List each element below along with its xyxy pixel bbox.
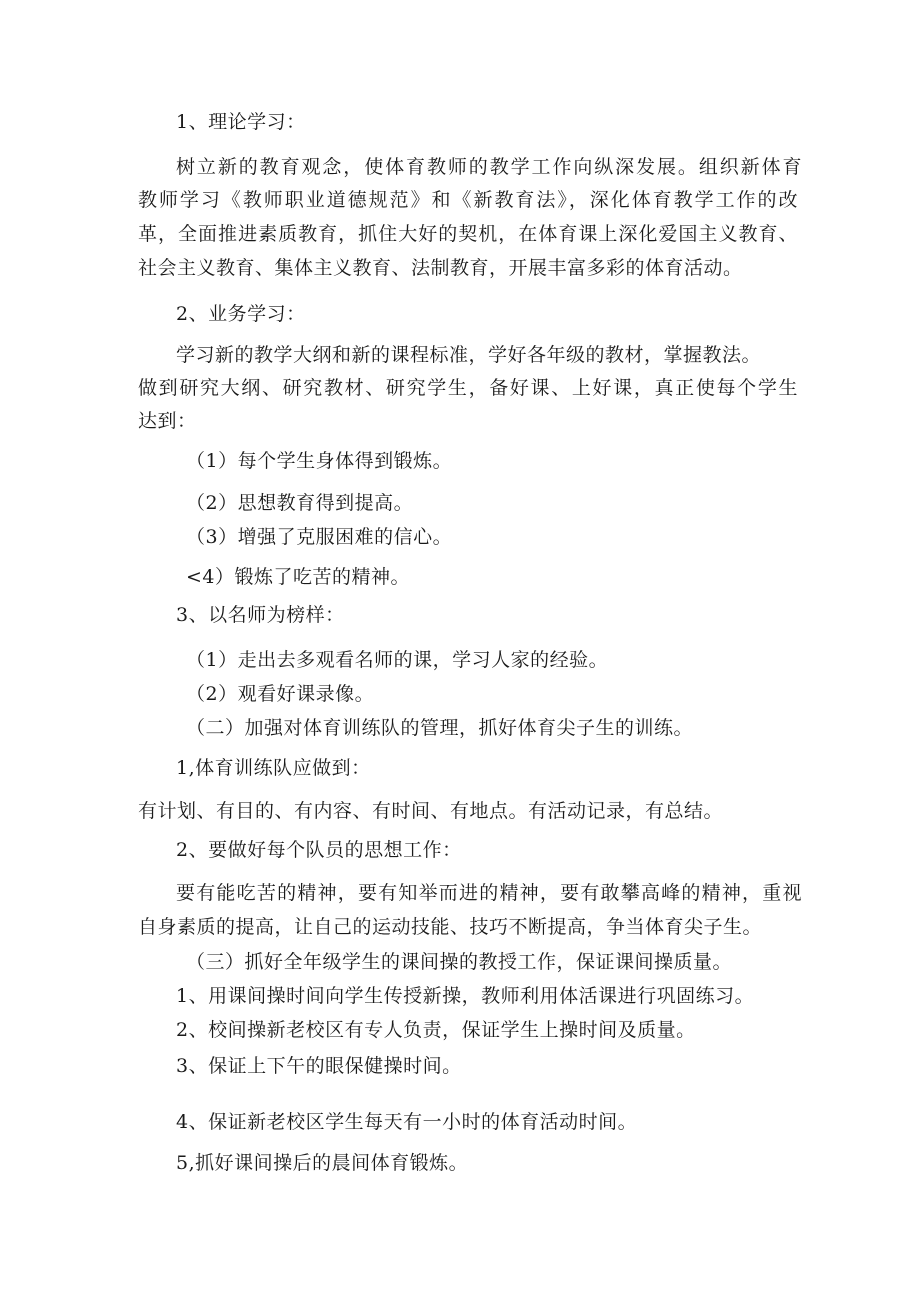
heading-professional-study: 2、业务学习： bbox=[176, 303, 306, 325]
list-item: 5,抓好课间操后的晨间体育锻炼。 bbox=[176, 1152, 469, 1174]
paragraph-line: 树立新的教育观念，使体育教师的教学工作向纵深发展。组织新体育 bbox=[176, 156, 802, 178]
list-item: （2）思想教育得到提高。 bbox=[186, 492, 414, 514]
list-item: 1、用课间操时间向学生传授新操，教师利用体活课进行巩固练习。 bbox=[176, 985, 755, 1007]
paragraph-line: 要有能吃苦的精神，要有知举而进的精神，要有敢攀高峰的精神，重视 bbox=[176, 882, 802, 904]
paragraph-line: 做到研究大纲、研究教材、研究学生，备好课、上好课，真正使每个学生 bbox=[138, 377, 798, 399]
list-item: 3、保证上下午的眼保健操时间。 bbox=[176, 1055, 462, 1077]
section-heading-three: （三）抓好全年级学生的课间操的教授工作，保证课间操质量。 bbox=[186, 951, 733, 973]
section-heading-two: （二）加强对体育训练队的管理，抓好体育尖子生的训练。 bbox=[186, 717, 694, 739]
paragraph-line: 达到： bbox=[138, 410, 197, 432]
subheading: 2、要做好每个队员的思想工作： bbox=[176, 839, 462, 861]
paragraph-line: 自身素质的提高，让自己的运动技能、技巧不断提高，争当体育尖子生。 bbox=[138, 916, 763, 938]
heading-theory-study: 1、理论学习： bbox=[176, 111, 306, 133]
paragraph-line: 教师学习《教师职业道德规范》和《新教育法》，深化体育教学工作的改 bbox=[138, 189, 798, 211]
paragraph-line: 社会主义教育、集体主义教育、法制教育，开展丰富多彩的体育活动。 bbox=[138, 257, 743, 279]
paragraph-line: 学习新的教学大纲和新的课程标准，学好各年级的教材，掌握教法。 bbox=[176, 344, 762, 366]
heading-model-teachers: 3、以名师为榜样： bbox=[176, 604, 345, 626]
list-item: 4、保证新老校区学生每天有一小时的体育活动时间。 bbox=[176, 1111, 638, 1133]
list-item: （3）增强了克服困难的信心。 bbox=[186, 526, 453, 548]
list-item: （2）观看好课录像。 bbox=[186, 683, 375, 705]
subheading: 1,体育训练队应做到： bbox=[176, 757, 371, 779]
list-item: （1）每个学生身体得到锻炼。 bbox=[186, 450, 453, 472]
list-item: 2、校间操新老校区有专人负责，保证学生上操时间及质量。 bbox=[176, 1019, 696, 1041]
list-item: <4）锻炼了吃苦的精神。 bbox=[186, 566, 411, 588]
paragraph-line: 革，全面推进素质教育，抓住大好的契机，在体育课上深化爱国主义教育、 bbox=[138, 223, 798, 245]
paragraph-line: 有计划、有目的、有内容、有时间、有地点。有活动记录，有总结。 bbox=[138, 800, 724, 822]
list-item: （1）走出去多观看名师的课，学习人家的经验。 bbox=[186, 649, 609, 671]
